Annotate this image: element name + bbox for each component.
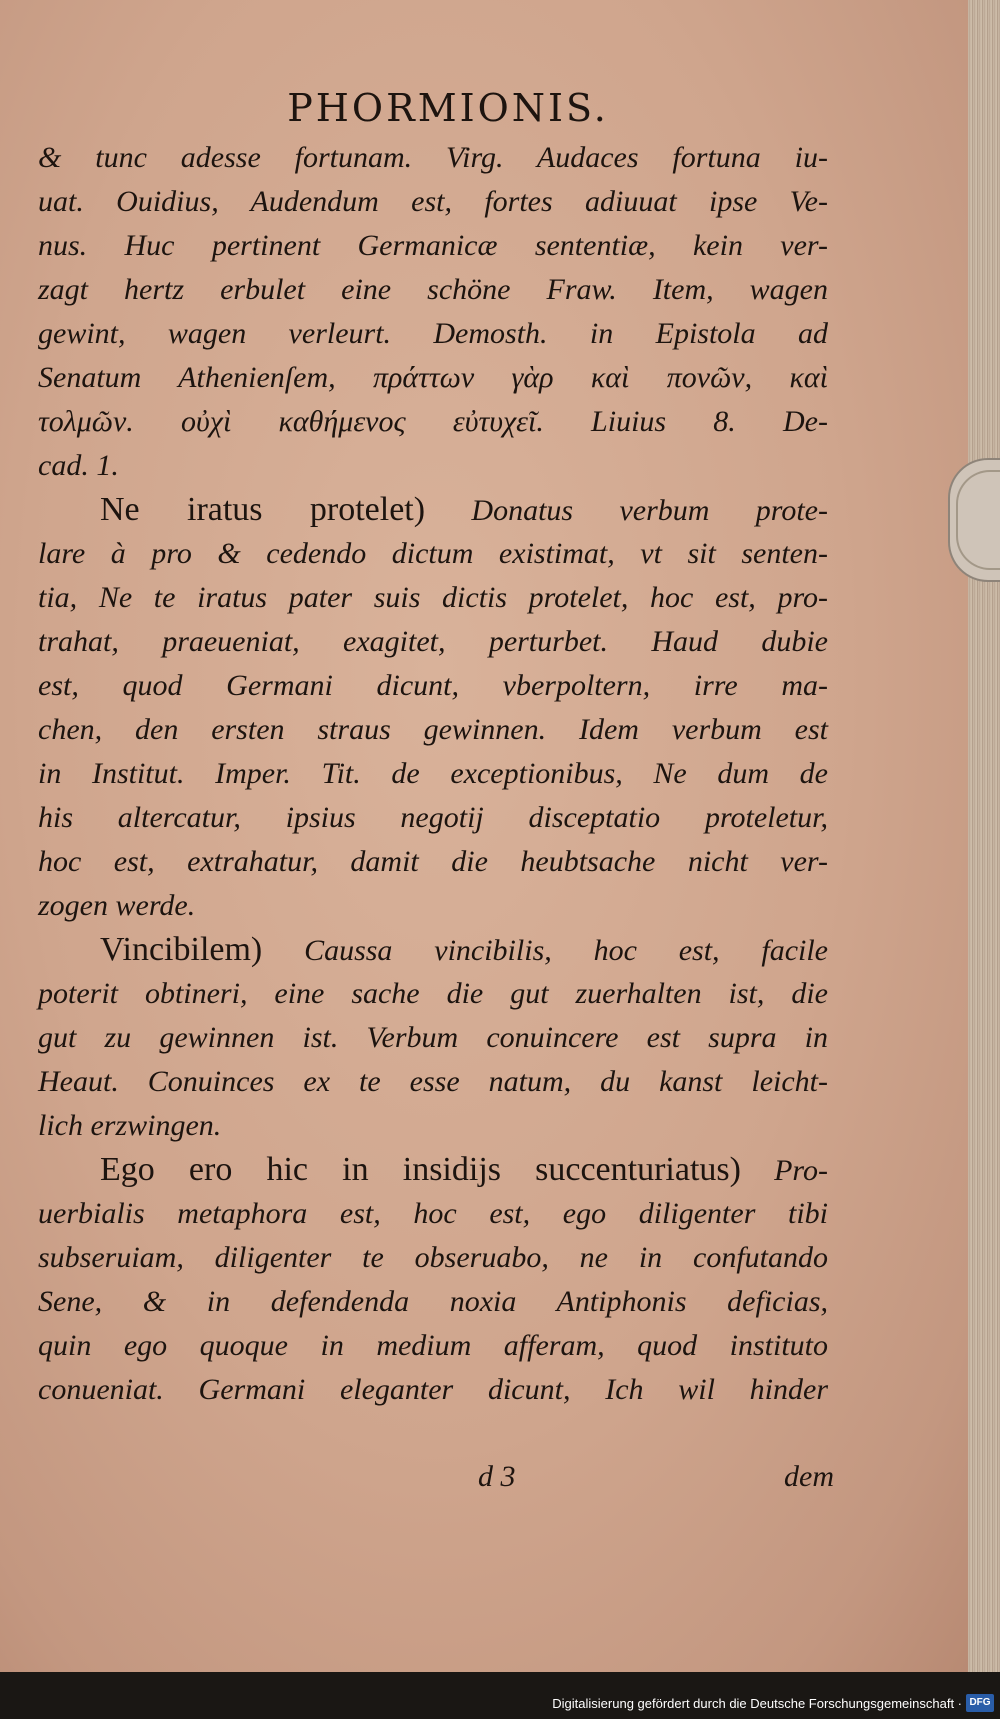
paragraph-4 <box>38 1148 828 1412</box>
paragraph-2 <box>38 488 828 928</box>
gloss: Pro- <box>740 1154 828 1187</box>
text-line: Sene, & in defendenda noxia Antiphonis deficias, <box>38 1285 828 1318</box>
digitization-bar <box>0 1690 1000 1719</box>
text-line <box>38 1148 828 1192</box>
paragraph-3 <box>38 928 828 1148</box>
text-line: in Institut. Imper. Tit. de exceptionibus, Ne dum de <box>38 757 828 790</box>
page-edges <box>968 0 1000 1672</box>
page-clip <box>948 458 1000 582</box>
paragraph-1 <box>38 136 828 488</box>
text-line: cad. 1. <box>38 449 119 482</box>
text-line: quin ego quoque in medium afferam, quod instituto <box>38 1329 828 1362</box>
page-footer <box>38 1460 834 1504</box>
running-head: PHORMIONIS. <box>287 86 609 130</box>
text-line <box>38 928 828 972</box>
text-line: zogen werde. <box>38 889 196 922</box>
gloss: Donatus verbum prote- <box>425 494 828 527</box>
text-line: zagt hertz erbulet eine schöne Fraw. Item, wagen <box>38 273 828 306</box>
text-line: Senatum Athenienſem, πράττων γὰρ καὶ πονῶν, καὶ <box>38 361 828 394</box>
text-line: trahat, praeueniat, exagitet, perturbet. Haud dubie <box>38 625 828 658</box>
page-text <box>38 86 828 1412</box>
text-line: & tunc adesse fortunam. Virg. Audaces fortuna iu- <box>38 141 828 174</box>
text-line: gut zu gewinnen ist. Verbum conuincere est supra in <box>38 1021 828 1054</box>
gloss: Caussa vincibilis, hoc est, facile <box>262 934 828 967</box>
text-line: subseruiam, diligenter te obseruabo, ne in confutando <box>38 1241 828 1274</box>
text-line: uerbialis metaphora est, hoc est, ego diligenter tibi <box>38 1197 828 1230</box>
text-line: τολμῶν. οὐχὶ καθήμενος εὐτυχεῖ. Liuius 8. De- <box>38 405 828 438</box>
text-line <box>38 488 828 532</box>
text-line: Heaut. Conuinces ex te esse natum, du kanst leicht- <box>38 1065 828 1098</box>
lemma: Ego ero hic in insidijs succenturiatus) <box>100 1151 741 1188</box>
lemma: Ne iratus protelet) <box>100 491 426 528</box>
text-line: hoc est, extrahatur, damit die heubtsache nicht ver- <box>38 845 828 878</box>
text-line: tia, Ne te iratus pater suis dictis protelet, hoc est, pro- <box>38 581 828 614</box>
text-line: conueniat. Germani eleganter dicunt, Ich wil hinder <box>38 1373 828 1406</box>
lemma: Vincibilem) <box>100 931 263 968</box>
text-line: lich erzwingen. <box>38 1109 222 1142</box>
text-line: est, quod Germani dicunt, vberpoltern, irre ma- <box>38 669 828 702</box>
text-line: gewint, wagen verleurt. Demosth. in Epistola ad <box>38 317 828 350</box>
text-line: lare à pro & cedendo dictum existimat, vt sit senten- <box>38 537 828 570</box>
text-line: uat. Ouidius, Audendum est, fortes adiuuat ipse Ve- <box>38 185 828 218</box>
catchword: dem <box>784 1460 834 1493</box>
dfg-logo-icon: DFG <box>966 1694 994 1712</box>
text-line: chen, den ersten straus gewinnen. Idem verbum est <box>38 713 828 746</box>
text-line: his altercatur, ipsius negotij disceptatio proteletur, <box>38 801 828 834</box>
text-line: poterit obtineri, eine sache die gut zuerhalten ist, die <box>38 977 828 1010</box>
funding-credit: Digitalisierung gefördert durch die Deutsche Forschungsgemeinschaft · <box>552 1696 962 1711</box>
signature-mark: d 3 <box>478 1460 516 1493</box>
text-line: nus. Huc pertinent Germanicæ sententiæ, kein ver- <box>38 229 828 262</box>
